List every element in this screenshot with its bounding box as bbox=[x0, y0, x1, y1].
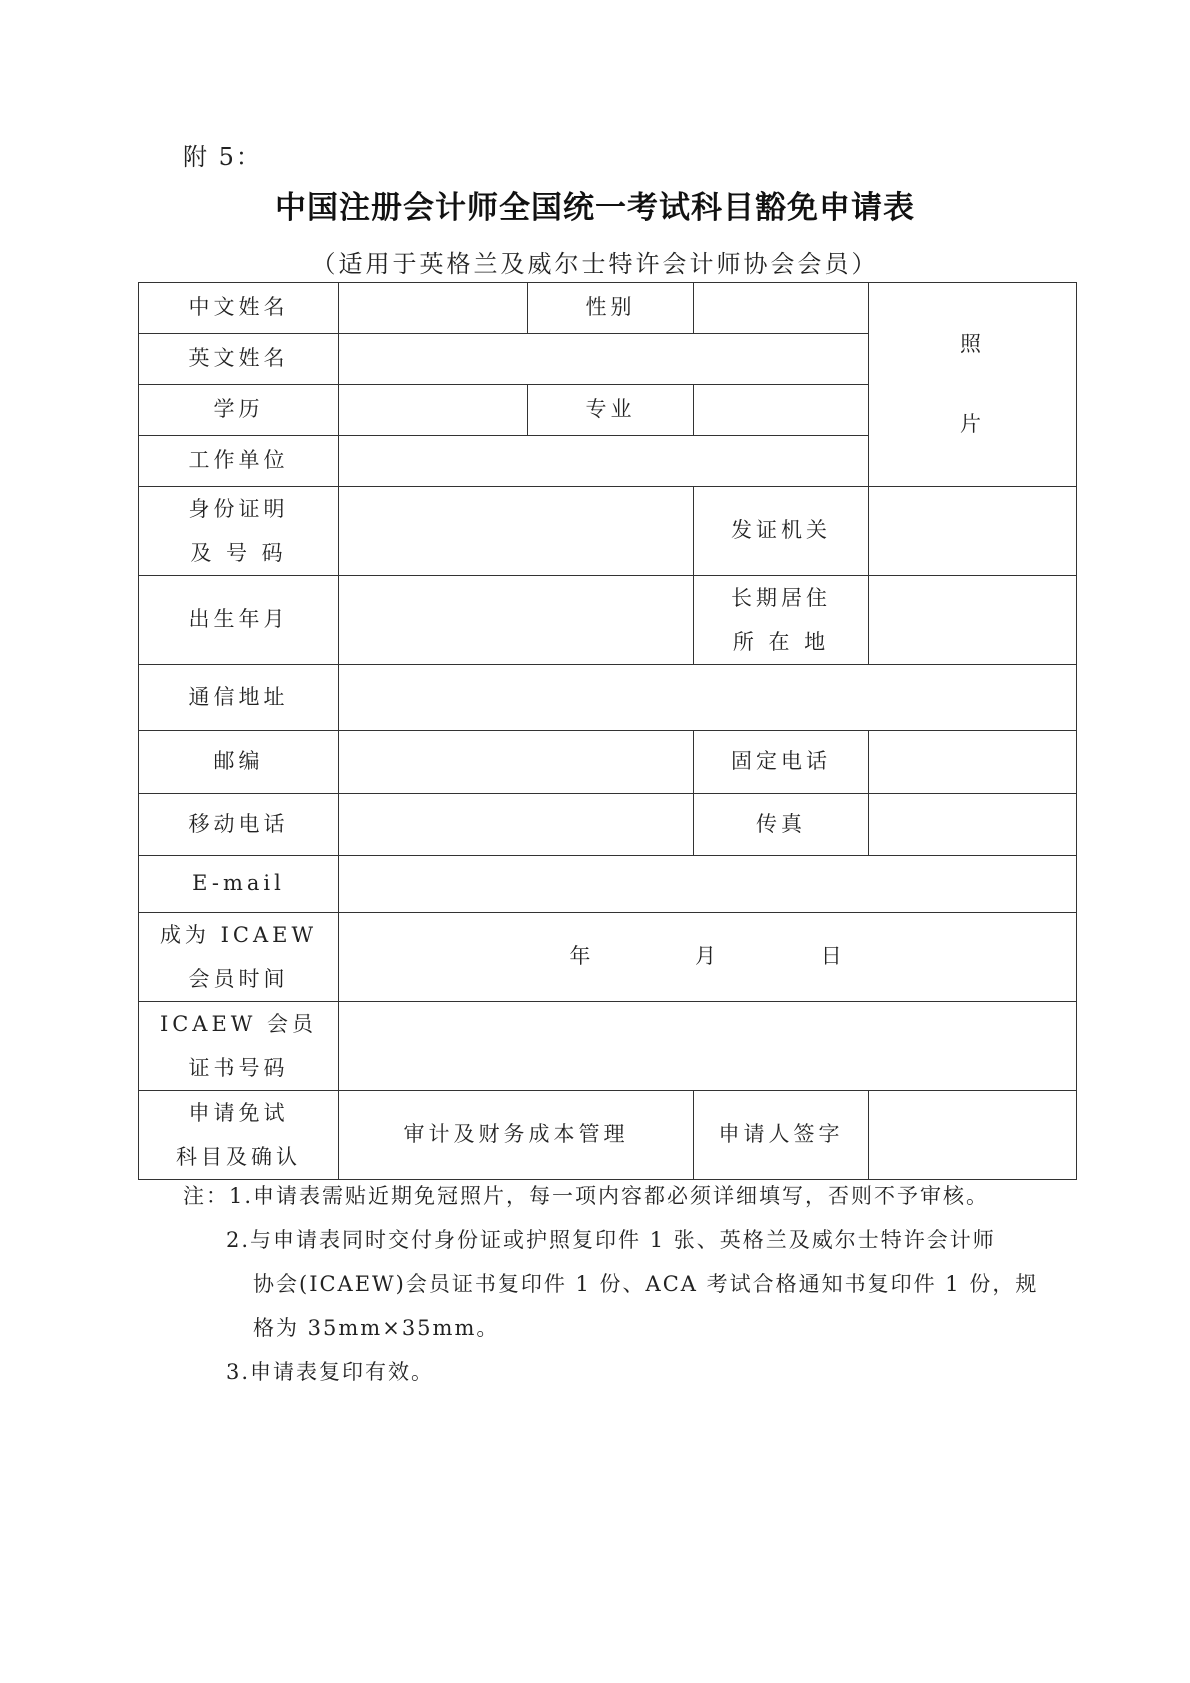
label-signature: 申请人签字 bbox=[694, 1091, 869, 1180]
form-subtitle: （适用于英格兰及威尔士特许会计师协会会员） bbox=[311, 250, 879, 278]
label-education: 学历 bbox=[139, 385, 339, 436]
field-mobile[interactable] bbox=[339, 794, 694, 856]
label-member-time-line1: 成为 ICAEW bbox=[159, 923, 318, 947]
field-issuing-authority[interactable] bbox=[869, 487, 1077, 576]
field-certificate-number[interactable] bbox=[339, 1002, 1077, 1091]
label-id-number bbox=[139, 487, 339, 576]
field-major[interactable] bbox=[694, 385, 869, 436]
field-mailing-address[interactable] bbox=[339, 665, 1077, 731]
application-form-table bbox=[138, 282, 1077, 1180]
field-work-unit[interactable] bbox=[339, 436, 869, 487]
label-mobile: 移动电话 bbox=[139, 794, 339, 856]
field-postcode[interactable] bbox=[339, 731, 694, 794]
field-fax[interactable] bbox=[869, 794, 1077, 856]
form-title: 中国注册会计师全国统一考试科目豁免申请表 bbox=[275, 190, 915, 226]
label-work-unit: 工作单位 bbox=[139, 436, 339, 487]
exempt-subject-value: 审计及财务成本管理 bbox=[339, 1091, 694, 1180]
field-education[interactable] bbox=[339, 385, 528, 436]
label-exempt-line1: 申请免试 bbox=[188, 1101, 289, 1125]
attachment-label: 附 5： bbox=[183, 143, 262, 171]
label-gender: 性别 bbox=[528, 283, 694, 334]
photo-label-1: 照 bbox=[960, 331, 985, 356]
label-chinese-name: 中文姓名 bbox=[139, 283, 339, 334]
field-gender[interactable] bbox=[694, 283, 869, 334]
field-residence[interactable] bbox=[869, 576, 1077, 665]
label-exempt-subject bbox=[139, 1091, 339, 1180]
label-residence-line1: 长期居住 bbox=[731, 586, 831, 610]
field-birth-date[interactable] bbox=[339, 576, 694, 665]
label-birth-date: 出生年月 bbox=[139, 576, 339, 665]
date-month-label: 月 bbox=[695, 944, 720, 969]
field-chinese-name[interactable] bbox=[339, 283, 528, 334]
note-line-1: 注：1.申请表需贴近期免冠照片，每一项内容都必须详细填写，否则不予审核。 bbox=[183, 1184, 990, 1208]
label-landline: 固定电话 bbox=[694, 731, 869, 794]
field-english-name[interactable] bbox=[339, 334, 869, 385]
note-line-4: 格为 35mm×35mm。 bbox=[253, 1316, 500, 1340]
photo-box[interactable] bbox=[869, 283, 1077, 487]
label-member-time bbox=[139, 913, 339, 1002]
photo-label-2: 片 bbox=[960, 412, 985, 436]
field-landline[interactable] bbox=[869, 731, 1077, 794]
label-id-line1: 身份证明 bbox=[188, 497, 289, 521]
label-certificate-number bbox=[139, 1002, 339, 1091]
note-line-5: 3.申请表复印有效。 bbox=[226, 1360, 435, 1384]
field-id-number[interactable] bbox=[339, 487, 694, 576]
label-cert-line1: ICAEW 会员 bbox=[159, 1012, 318, 1036]
label-cert-line2: 证书号码 bbox=[188, 1056, 289, 1080]
label-id-line2: 及 号 码 bbox=[190, 541, 287, 565]
label-member-time-line2: 会员时间 bbox=[188, 967, 289, 991]
field-email[interactable] bbox=[339, 856, 1077, 913]
note-line-3: 协会(ICAEW)会员证书复印件 1 份、ACA 考试合格通知书复印件 1 份，规 bbox=[253, 1272, 1039, 1296]
field-member-time[interactable] bbox=[339, 913, 1077, 1002]
label-major: 专业 bbox=[528, 385, 694, 436]
field-signature[interactable] bbox=[869, 1091, 1077, 1180]
label-exempt-line2: 科目及确认 bbox=[176, 1145, 301, 1169]
date-year-label: 年 bbox=[569, 944, 595, 969]
label-residence bbox=[694, 576, 869, 665]
label-issuing-authority: 发证机关 bbox=[694, 487, 869, 576]
label-email: E-mail bbox=[139, 856, 339, 913]
date-day-label: 日 bbox=[820, 944, 846, 969]
label-residence-line2: 所 在 地 bbox=[732, 630, 830, 654]
note-line-2: 2.与申请表同时交付身份证或护照复印件 1 张、英格兰及威尔士特许会计师 bbox=[226, 1228, 996, 1252]
label-english-name: 英文姓名 bbox=[139, 334, 339, 385]
label-fax: 传真 bbox=[694, 794, 869, 856]
label-mailing-address: 通信地址 bbox=[139, 665, 339, 731]
label-postcode: 邮编 bbox=[139, 731, 339, 794]
